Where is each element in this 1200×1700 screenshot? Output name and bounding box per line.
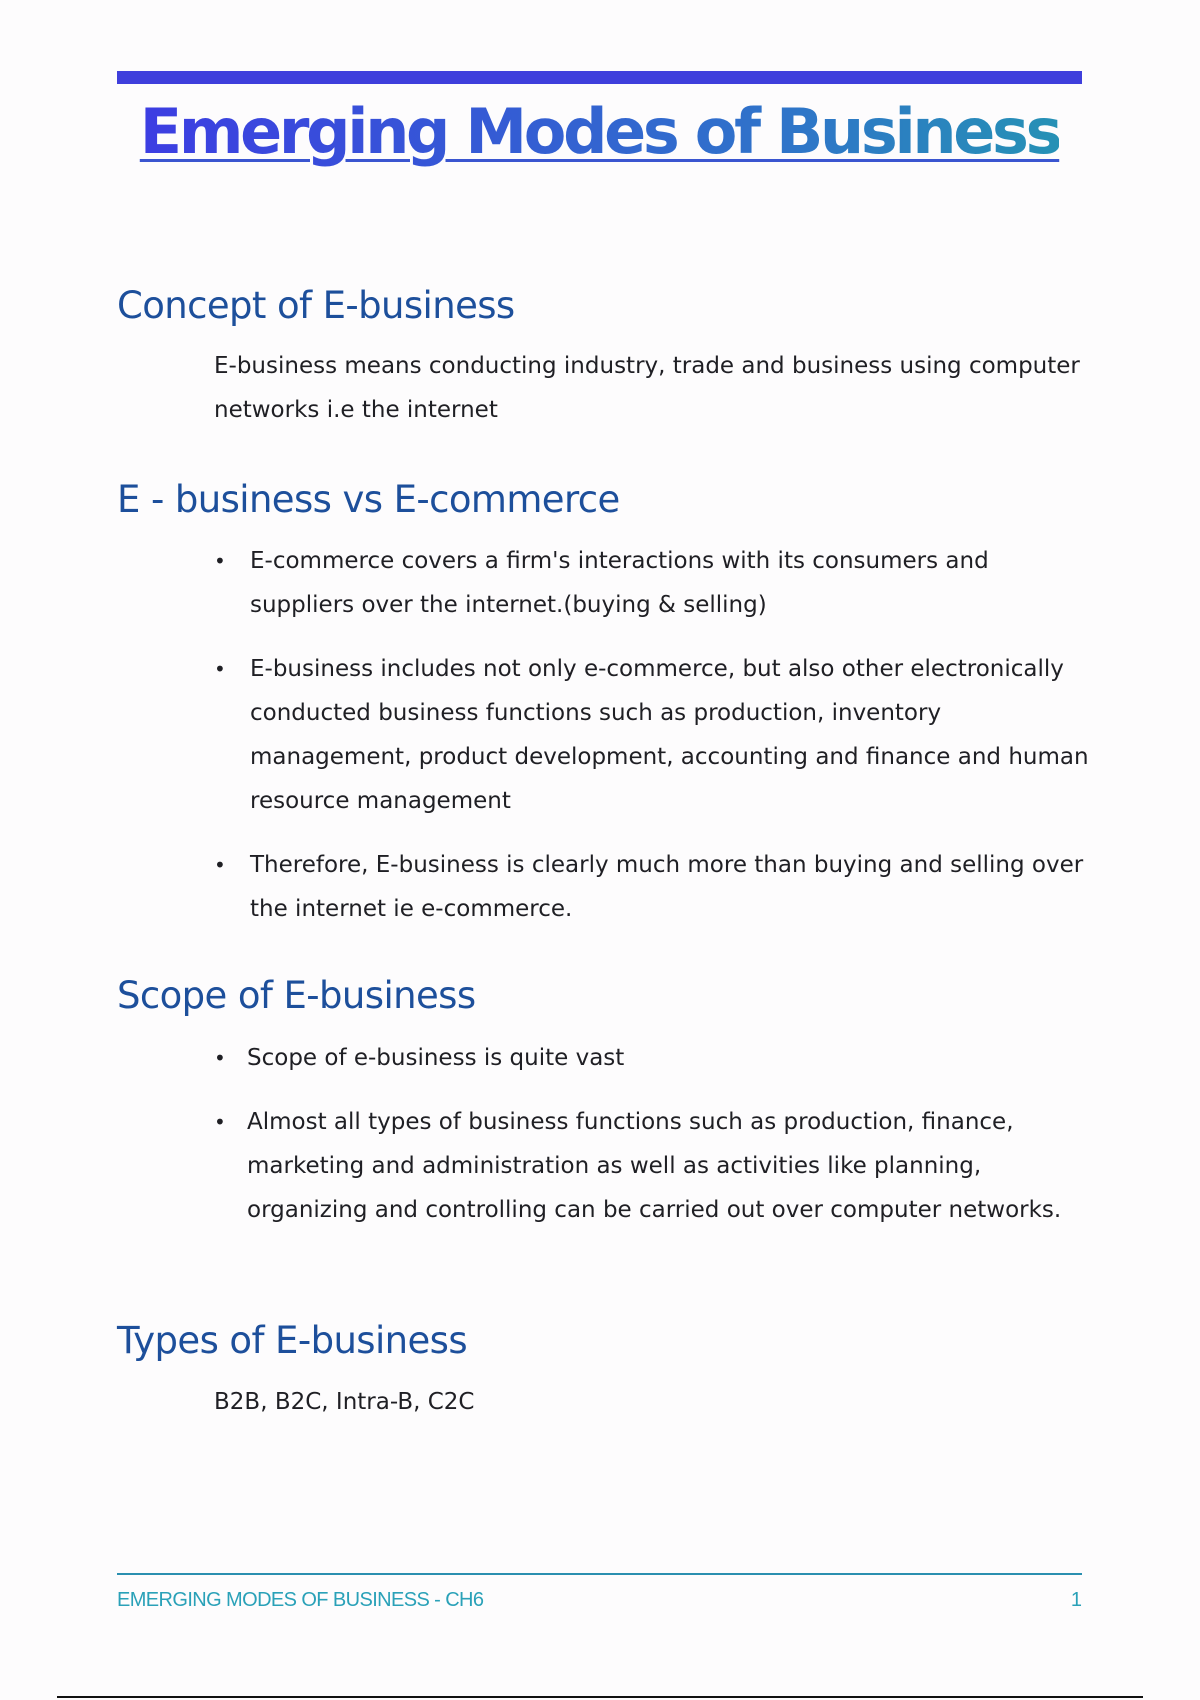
list-item: • Almost all types of business functions such as production, finance, marketing and administration as well as activities like planning, organizing and controlling can be carried out over computer networks. (214, 1100, 1094, 1232)
section-paragraph-types: B2B, B2C, Intra-B, C2C (214, 1389, 475, 1415)
title-accent-bar (117, 71, 1082, 84)
bullet-list-scope (214, 1036, 1094, 1232)
document-title-text: Emerging Modes of Business (139, 95, 1060, 168)
footer-divider (117, 1573, 1082, 1575)
document-title (117, 86, 1082, 178)
page-bottom-edge (57, 1696, 1143, 1698)
list-item: • Scope of e-business is quite vast (214, 1036, 1094, 1080)
section-heading-types: Types of E-business (117, 1319, 468, 1362)
section-heading-concept: Concept of E-business (117, 284, 515, 327)
list-item: • E-commerce covers a firm's interactions with its consumers and suppliers over the internet.(buying & selling) (214, 539, 1094, 627)
footer-chapter-label: EMERGING MODES OF BUSINESS - CH6 (117, 1589, 484, 1611)
section-paragraph-concept: E-business means conducting industry, trade and business using computer networks i.e the internet (214, 353, 1080, 423)
bullet-list-ebusiness-vs-ecommerce (214, 539, 1094, 931)
section-heading-ebusiness-vs-ecommerce: E - business vs E-commerce (117, 478, 620, 521)
list-item: • E-business includes not only e-commerce, but also other electronically conducted business functions such as production, inventory management, product development, accounting and finance and human resource management (214, 647, 1094, 823)
list-item: • Therefore, E-business is clearly much more than buying and selling over the internet ie e-commerce. (214, 843, 1094, 931)
section-heading-scope: Scope of E-business (117, 974, 476, 1017)
footer-page-number: 1 (1070, 1589, 1082, 1611)
